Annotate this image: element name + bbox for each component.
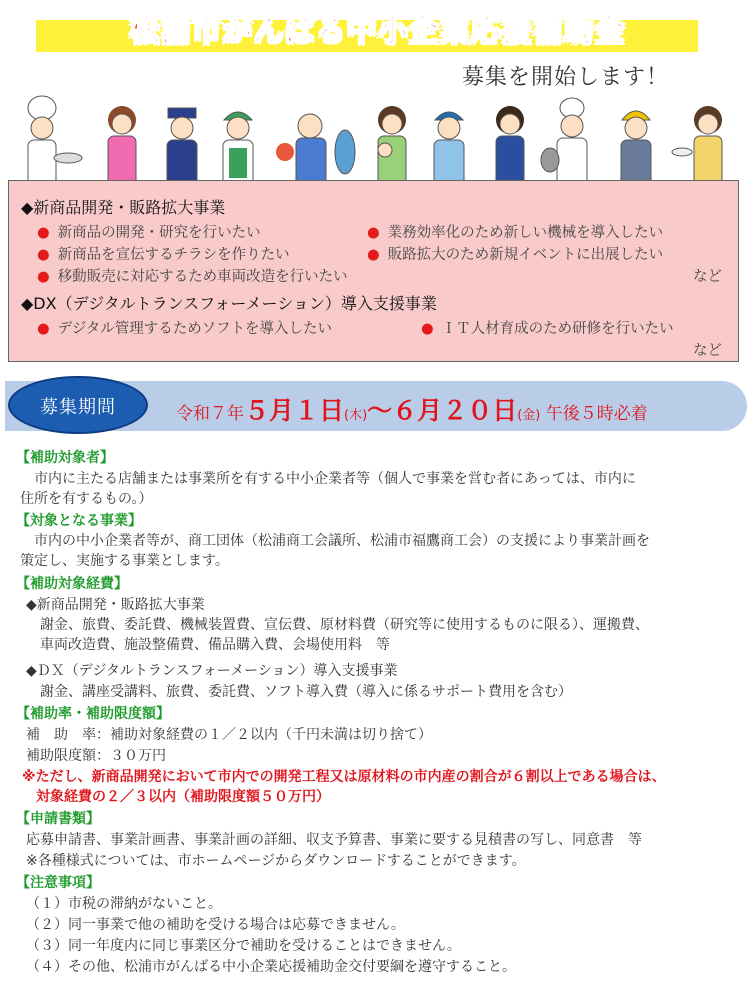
- etc-label: など: [693, 269, 722, 285]
- person-chef-icon: [28, 96, 82, 185]
- note-item: （３）同一年度内に同じ事業区分で補助を受けることはできません。: [26, 938, 461, 954]
- period-date: 令和７年５月１日(木)～６月２０日(金) 午後５時必着: [176, 396, 648, 425]
- bullet-icon: ●: [37, 321, 50, 337]
- business-line-1: 市内の中小企業者等が、商工団体（松浦商工会議所、松浦市福鷹商工会）の支援により事業計画を: [20, 533, 650, 549]
- bullet-icon: ●: [421, 321, 434, 337]
- list-item: ● 新商品の開発・研究を行いたい: [37, 225, 261, 241]
- documents-line-1: 応募申請書、事業計画書、事業計画の詳細、収支予算書、事業に要する見積書の写し、同意書 等: [26, 832, 642, 848]
- person-woman-pink-icon: [108, 106, 136, 186]
- list-item: ● 販路拡大のため新規イベントに出展したい: [367, 247, 664, 263]
- bullet-icon: ●: [367, 225, 380, 241]
- business-line-2: 策定し、実施する事業とします。: [20, 553, 229, 569]
- heading-target: 【補助対象者】: [16, 450, 114, 466]
- etc-label: など: [693, 343, 722, 359]
- heading-notes: 【注意事項】: [16, 875, 100, 891]
- person-office-woman-icon: [496, 106, 524, 186]
- person-fisher-icon: [276, 114, 355, 186]
- person-green-cap-icon: [223, 112, 253, 186]
- workers-illustration: [10, 90, 745, 190]
- list-item: ● 移動販売に対応するため車両改造を行いたい: [37, 269, 348, 285]
- person-cook-icon: [541, 98, 587, 186]
- note-item: （２）同一事業で他の補助を受ける場合は応募できません。: [26, 917, 405, 933]
- person-construction-icon: [621, 111, 651, 186]
- bullet-icon: ●: [37, 269, 50, 285]
- heading-business: 【対象となる事業】: [16, 513, 142, 529]
- list-item: ● 業務効率化のため新しい機械を導入したい: [367, 225, 664, 241]
- person-police-icon: [167, 108, 197, 186]
- expenses-sub-2-line-1: 謝金、講座受講料、旅費、委託費、ソフト導入費（導入に係るサポート費用を含む）: [40, 684, 572, 700]
- rate-line-1: 補 助 率：補助対象経費の１／２以内（千円未満は切り捨て）: [26, 727, 432, 743]
- person-mother-icon: [378, 106, 406, 186]
- page-title: 松浦市がんばる中小企業応援補助金: [129, 14, 626, 49]
- target-line-2: 住所を有するもの。）: [20, 491, 153, 507]
- target-line-1: 市内に主たる店舗または事業所を有する中小企業者等（個人で事業を営む者にあっては、市内に: [20, 471, 636, 487]
- heading-documents: 【申請書類】: [16, 811, 100, 827]
- person-waitress-icon: [672, 106, 722, 186]
- rate-line-2: 補助限度額：３０万円: [26, 748, 166, 764]
- rate-note-1: ※ただし、新商品開発において市内での開発工程又は原材料の市内産の割合が６割以上である場合は、: [22, 769, 666, 785]
- expenses-sub-1-line-2: 車両改造費、施設整備費、備品購入費、会場使用料 等: [40, 637, 390, 653]
- note-item: （１）市税の滞納がないこと。: [26, 896, 222, 912]
- heading-expenses: 【補助対象経費】: [16, 576, 128, 592]
- bullet-icon: ●: [37, 225, 50, 241]
- list-item: ● ＩＴ人材育成のため研修を行いたい: [421, 321, 674, 337]
- section-heading-dx: ◆DX（デジタルトランスフォーメーション）導入支援事業: [21, 294, 437, 313]
- list-item: ● 新商品を宣伝するチラシを作りたい: [37, 247, 290, 263]
- heading-rate: 【補助率・補助限度額】: [16, 706, 170, 722]
- section-heading-new-products: ◆新商品開発・販路拡大事業: [21, 198, 226, 217]
- rate-note-2: 対象経費の２／３以内（補助限度額５０万円）: [22, 789, 330, 805]
- documents-line-2: ※各種様式については、市ホームページからダウンロードすることができます。: [26, 853, 526, 869]
- note-item: （４）その他、松浦市がんばる中小企業応援補助金交付要綱を遵守すること。: [26, 959, 516, 975]
- expenses-sub-2: ◆ＤＸ（デジタルトランスフォーメーション）導入支援事業: [26, 663, 398, 679]
- project-examples-box: [8, 180, 739, 362]
- expenses-sub-1-line-1: 謝金、旅費、委託費、機械装置費、宣伝費、原材料費（研究等に使用するものに限る）、運搬費、: [40, 617, 649, 633]
- bullet-icon: ●: [367, 247, 380, 263]
- page-subtitle: 募集を開始します！: [462, 65, 670, 90]
- person-mechanic-icon: [434, 112, 464, 186]
- bullet-icon: ●: [37, 247, 50, 263]
- list-item: ● デジタル管理するためソフトを導入したい: [37, 321, 332, 337]
- expenses-sub-1: ◆新商品開発・販路拡大事業: [26, 597, 205, 613]
- period-label: 募集期間: [40, 397, 116, 418]
